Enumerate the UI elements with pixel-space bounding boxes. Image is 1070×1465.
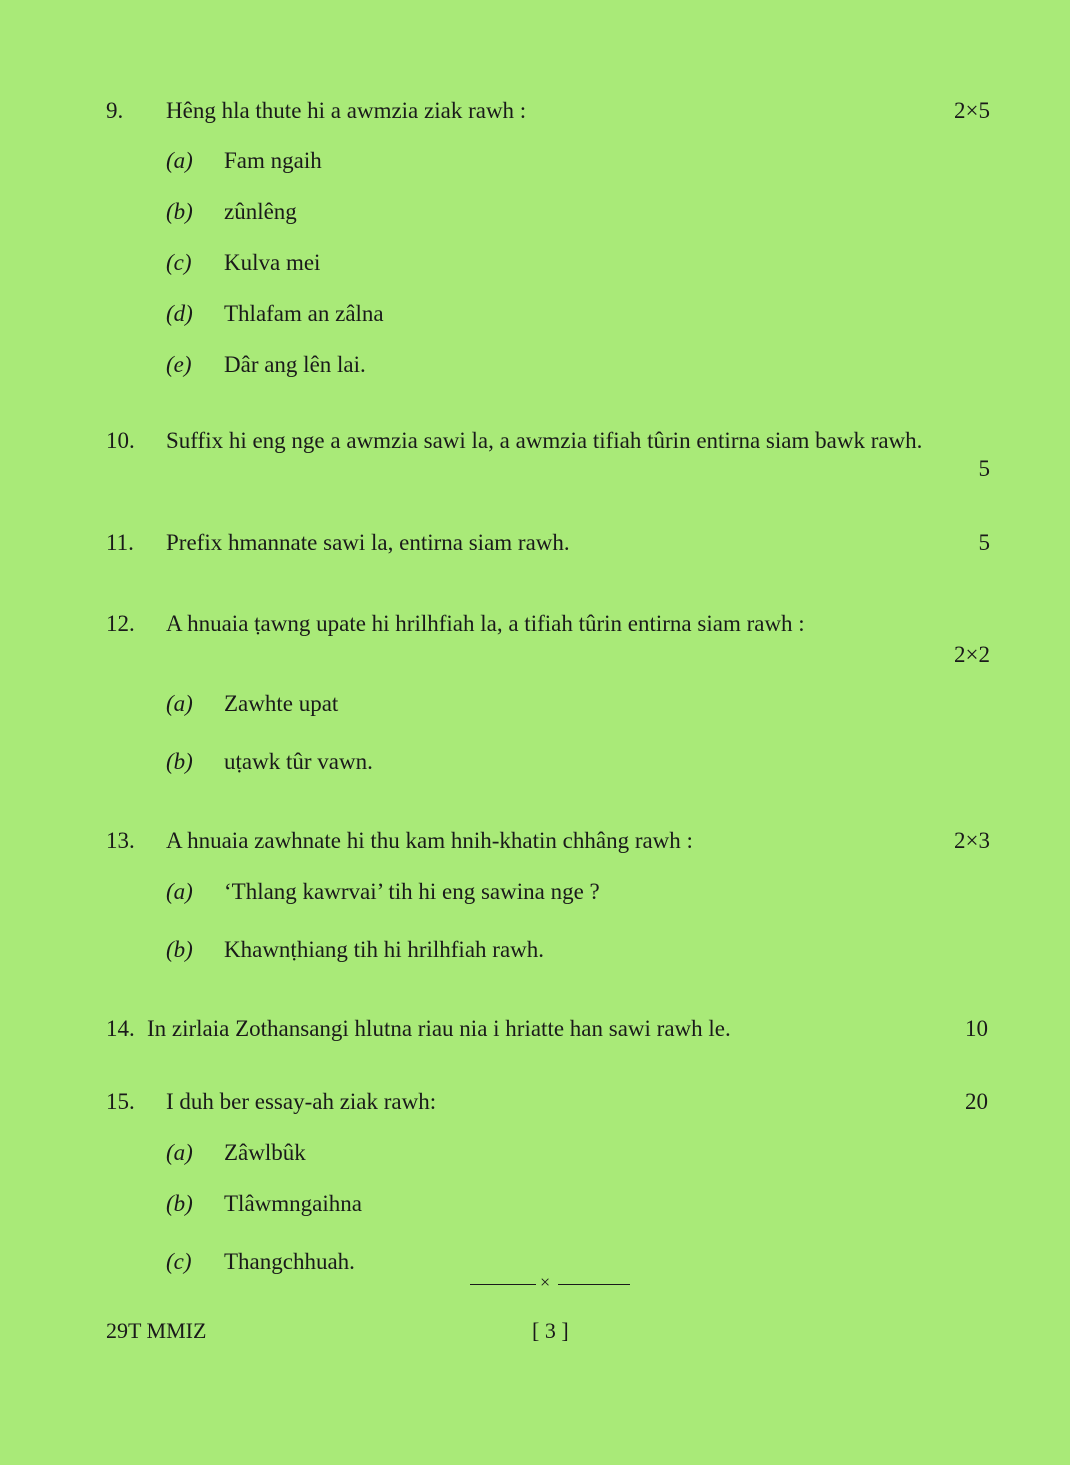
sub-label: (b)	[166, 1191, 193, 1216]
sub-text: Dâr ang lên lai.	[224, 352, 366, 377]
sub-label: (d)	[166, 301, 193, 326]
question-marks: 20	[965, 1089, 988, 1114]
question-marks: 2×3	[954, 828, 990, 853]
question-number: 14.	[106, 1016, 135, 1041]
paper-code: 29T MMIZ	[106, 1318, 207, 1343]
question-text: Hêng hla thute hi a awmzia ziak rawh :	[166, 98, 527, 123]
question-number: 11.	[106, 530, 134, 555]
sub-text: Tlâwmngaihna	[224, 1191, 362, 1216]
sub-text: uṭawk tûr vawn.	[224, 749, 373, 774]
question-14	[106, 1016, 990, 1042]
question-marks: 10	[965, 1016, 988, 1041]
sub-label: (b)	[166, 749, 193, 774]
question-number: 10.	[106, 428, 135, 453]
page-number: [ 3 ]	[532, 1318, 569, 1343]
question-12	[106, 611, 990, 667]
sub-label: (b)	[166, 199, 193, 224]
question-text: I duh ber essay-ah ziak rawh:	[166, 1089, 437, 1114]
question-marks: 5	[978, 456, 990, 481]
question-text: A hnuaia zawhnate hi thu kam hnih-khatin chhâng rawh :	[166, 828, 693, 853]
sub-text: Khawnṭhiang tih hi hrilhfiah rawh.	[224, 937, 545, 962]
sub-text: Fam ngaih	[224, 148, 322, 173]
sub-text: Thangchhuah.	[224, 1249, 355, 1274]
question-11	[106, 530, 990, 556]
sub-text: Zâwlbûk	[224, 1140, 306, 1165]
end-of-paper-mark	[470, 1272, 630, 1298]
end-line-left	[470, 1284, 536, 1285]
question-9	[106, 98, 990, 124]
question-text: A hnuaia ṭawng upate hi hrilhfiah la, a tifiah tûrin entirna siam rawh :	[166, 611, 805, 636]
sub-label: (a)	[166, 691, 193, 716]
question-number: 13.	[106, 828, 135, 853]
question-text: In zirlaia Zothansangi hlutna riau nia i hriatte han sawi rawh le.	[147, 1016, 731, 1041]
sub-text: zûnlêng	[224, 199, 297, 224]
question-marks: 2×5	[954, 98, 990, 123]
question-number: 12.	[106, 611, 135, 636]
question-number: 9.	[106, 98, 124, 123]
sub-label: (a)	[166, 148, 193, 173]
question-text: Suffix hi eng nge a awmzia sawi la, a awmzia tifiah tûrin entirna siam bawk rawh.	[166, 428, 923, 453]
end-cross: ×	[540, 1272, 551, 1292]
sub-label: (b)	[166, 937, 193, 962]
sub-text: Zawhte upat	[224, 691, 339, 716]
sub-text: ‘Thlang kawrvai’ tih hi eng sawina nge ?	[224, 879, 600, 904]
question-number: 15.	[106, 1089, 135, 1114]
sub-text: Kulva mei	[224, 250, 321, 275]
question-text: Prefix hmannate sawi la, entirna siam rawh.	[166, 530, 570, 555]
question-marks: 5	[978, 530, 990, 555]
sub-label: (a)	[166, 1140, 193, 1165]
sub-label: (c)	[166, 250, 192, 275]
sub-text: Thlafam an zâlna	[224, 301, 384, 326]
sub-label: (e)	[166, 352, 192, 377]
question-marks: 2×2	[954, 642, 990, 667]
sub-label: (a)	[166, 879, 193, 904]
question-15	[106, 1089, 990, 1115]
sub-label: (c)	[166, 1249, 192, 1274]
question-10	[106, 428, 990, 482]
end-line-right	[558, 1284, 630, 1285]
question-13	[106, 828, 990, 854]
